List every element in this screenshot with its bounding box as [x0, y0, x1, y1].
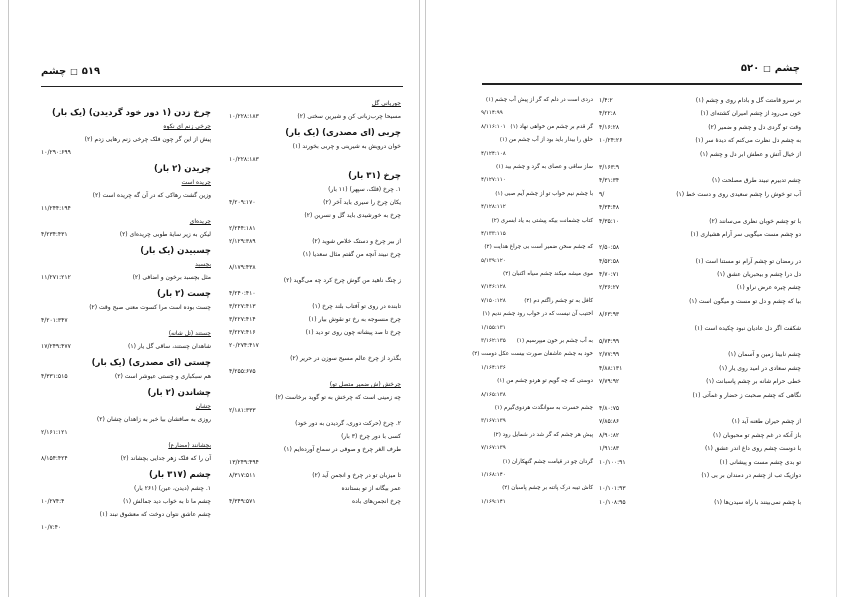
- line-text: از خیال آتش و عطش ابر دل و چشم (۱): [699, 150, 801, 158]
- verse-reference: ۴/۱۳۳:۱۱۵: [481, 230, 506, 237]
- line-text: چشم عاشق نتوان دوخت که معشوق نبند (۱): [99, 511, 211, 518]
- verse-line: [599, 174, 801, 187]
- reference-line: [481, 228, 593, 241]
- subentry-label: [229, 378, 401, 391]
- verse-reference: ۲/۷۷:۹۹: [599, 351, 620, 359]
- verse-reference: ۷/۸۵:۸۶: [599, 418, 620, 426]
- text-line: [599, 469, 801, 482]
- verse-line: [41, 495, 211, 508]
- line-text: چشم سعادی در امید روی یار (۱): [719, 364, 801, 372]
- reference-line: [599, 161, 801, 174]
- heading-text: چرخ زدن (۱ دور خود گردیدن) (یک بار): [52, 108, 211, 118]
- heading-text: چسبیدن (یک بار): [140, 246, 211, 256]
- reference-line: [599, 482, 801, 495]
- line-text: چرخ انجمن‌های باده: [352, 498, 401, 505]
- page-number: ۵۱۹: [81, 66, 101, 77]
- verse-reference: ۴/۳۱:۳۴: [599, 177, 620, 185]
- heading-text: چست (۲ بار): [157, 289, 211, 299]
- reference-line: [41, 314, 211, 327]
- verse-reference: ۲/۱۲۹:۳۸۹: [229, 238, 256, 245]
- verse-line: [599, 281, 801, 294]
- text-line: [229, 209, 401, 222]
- page-519: [8, 0, 420, 597]
- line-text: چه زمینی است که چرخش به تو گوید برخاست (۲): [275, 394, 401, 401]
- reference-line: [481, 281, 593, 294]
- heading-text: چستی (ای مصدری) (یک بار): [91, 358, 211, 368]
- line-text: طرف الغر چرخ و صوفی در سماع آورده‌ایم (۱): [283, 446, 401, 453]
- reference-line: [229, 404, 401, 417]
- reference-line: [481, 107, 593, 120]
- text-line: [481, 241, 593, 254]
- line-text: چرخ نبیند آنچه من گفتم مثال سعدیا (۱): [302, 251, 401, 258]
- line-text: با چشم نیم خواب تو از چشم آیم صبی (۱): [495, 190, 593, 197]
- verse-reference: ۴/۳۴۹:۵۷۱: [229, 498, 256, 505]
- verse-reference: ۳/۲۲۷:۴۱۶: [229, 329, 256, 336]
- text-line: [41, 301, 211, 314]
- line-text: باز آنکه در غم چشم تو محبوبان (۱): [713, 431, 801, 439]
- subentry-label: [229, 97, 401, 110]
- verse-reference: ۳/۲۲۷:۴۱۳: [229, 303, 256, 310]
- verse-reference: ۱۷/۲۴۹:۴۷۷: [41, 343, 71, 350]
- line-text: وزین گشت رهاکی که در آن گه چریده است (۲): [92, 192, 211, 199]
- entry-heading: [41, 287, 211, 301]
- verse-reference: ۵/۷۴:۹۹: [599, 338, 620, 346]
- line-text: وقت تو گردی دل و چشم و ضمیر (۲): [708, 123, 801, 131]
- verse-reference: ۲/۵۰:۵۸: [599, 244, 620, 252]
- reference-line: [229, 365, 401, 378]
- line-text: یکان چرخ را سیری باید آخر (۲): [323, 199, 401, 206]
- verse-line: [599, 121, 801, 134]
- header-rule: [41, 86, 403, 87]
- reference-line: [229, 287, 401, 300]
- verse-line: [599, 188, 801, 201]
- line-text: کسی با دور چرخ (۳ بار): [341, 433, 401, 440]
- verse-line: [229, 196, 401, 209]
- text-line: [481, 429, 593, 442]
- heading-text: چرخ (۳۱ بار): [348, 171, 401, 181]
- reference-line: [481, 415, 593, 428]
- line-text: تا میزبان تو در چرخ و انجمن آید (۲): [312, 472, 401, 479]
- line-text: ساز ساقی و عصای به گرد و چشم بید (۱): [495, 163, 593, 170]
- verse-reference: ۸/۱۷۹:۴۳۸: [229, 264, 256, 271]
- heading-text: چشم (۳۱۷ بار): [149, 470, 211, 480]
- verse-line: [599, 429, 801, 442]
- verse-line: [481, 335, 593, 348]
- verse-reference: ۴/۳۴:۴۸: [599, 204, 620, 212]
- verse-reference: ۴/۲۰۱:۳۴۷: [41, 317, 68, 324]
- verse-reference: ۱/۱۶۹:۱۴۱: [481, 498, 506, 505]
- text-line: [481, 308, 593, 321]
- text-line: [41, 413, 211, 426]
- line-text: آن را که فلک زهر جدایی بچشاند (۲): [120, 455, 211, 462]
- reference-line: [599, 201, 801, 214]
- line-text: لیکن به زیر سایهٔ طوبی چریده‌ای (۲): [119, 231, 211, 238]
- line-text: به چشم دل نظرت می‌کنم که دیدهٔ سر (۱): [695, 137, 801, 145]
- verse-line: [41, 228, 211, 241]
- verse-line: [41, 340, 211, 353]
- verse-reference: ۴/۲۳۴:۴۳۱: [41, 231, 68, 238]
- text-line: [229, 352, 401, 365]
- verse-reference: ۴/۱۲۷:۱۱۰: [481, 177, 506, 184]
- verse-reference: ۱۰/۲۲۸:۱۸۳: [229, 156, 259, 163]
- verse-reference: ۱۳/۲۴۹:۴۹۴: [229, 459, 259, 466]
- line-text: به آب چشم بر خون میپرسیم (۱): [516, 338, 593, 345]
- line-text: پیش از این گر چون فلک چرخی زنم رهایی زدم (۲): [84, 136, 211, 143]
- heading-text: چشاندن (۲ بار): [147, 388, 211, 398]
- verse-reference: ۴/۸۰:۷۵: [599, 404, 620, 412]
- line-text: موی میشه میکند چشم سیاه اکنبان (۲): [503, 271, 593, 278]
- verse-reference: ۸/۹۰:۸۲: [599, 431, 620, 439]
- subentry-text: چستند (تل شانه): [168, 330, 211, 337]
- reference-line: [481, 322, 593, 335]
- verse-reference: ۱/۱۶۴:۱۳۶: [481, 364, 506, 371]
- verse-line: [599, 107, 801, 120]
- text-line: [229, 430, 401, 443]
- verse-reference: ۴/۵۲:۵۸: [599, 257, 620, 265]
- verse-reference: ۲۰/۲۷۴:۴۱۷: [229, 342, 259, 349]
- verse-reference: ۴/۷۰:۷۱: [599, 271, 620, 279]
- header-word: چشم: [774, 63, 800, 74]
- verse-line: [599, 496, 801, 509]
- verse-reference: ۱۰/۲۴:۲۶: [599, 137, 623, 145]
- verse-reference: ۴/۱۲۴:۱۰۸: [481, 150, 506, 157]
- reference-line: [481, 148, 593, 161]
- line-text: عمر بیگانه از تو بستانده: [341, 485, 401, 492]
- header-word: چشم: [41, 66, 67, 77]
- reference-line: [481, 496, 593, 509]
- line-text: چست بوده است مرا کسوت معنی صبح وقت (۲): [89, 304, 211, 311]
- reference-line: [481, 389, 593, 402]
- text-line: [229, 274, 401, 287]
- line-text: چرخ به خورشیدی باید گل و نسرین (۲): [304, 212, 401, 219]
- line-text: روزی به صافشان بیا خبر به زاهدان چشان (۲): [96, 416, 211, 423]
- subentry-label: [41, 215, 211, 228]
- verse-line: [229, 300, 401, 313]
- subentry-text: چشان: [195, 403, 211, 410]
- line-text: چشم حسرت به سوانگدت هردوی‌گیرم (۱): [494, 404, 593, 411]
- reference-line: [481, 201, 593, 214]
- line-text: ۱. چرخ (فلک، سپهر) (۱۱ بار): [328, 186, 401, 193]
- verse-line: [599, 375, 801, 388]
- entry-heading: [41, 162, 211, 176]
- line-text: چرخ تا صد پیشانه چون روی تو دید (۱): [305, 329, 401, 336]
- entry-heading: [229, 126, 401, 140]
- subentry-text: بچشانند (مضارع): [168, 442, 211, 449]
- verse-reference: ۱۰/۲۹۰:۶۹۹: [41, 149, 71, 156]
- verse-reference: ۱۰/۲۷۴:۴: [41, 498, 65, 505]
- text-line: [41, 189, 211, 202]
- entry-heading: [41, 106, 211, 120]
- line-text: با چشم نمی‌بینند با راه سیدن‌ها (۱): [714, 498, 801, 506]
- line-text: خون می‌رود از چشم امیران کشته‌ای (۱): [700, 110, 801, 118]
- verse-reference: ۲/۳۶:۲۷: [599, 284, 620, 292]
- reference-line: [599, 241, 801, 254]
- line-text: خوان درویش به شیرینی و چربی بخورند (۱): [292, 143, 401, 150]
- verse-reference: ۲/۱۶۱:۱۲۱: [41, 429, 68, 436]
- verse-reference: ۱۰/۲۲۸:۱۸۳: [229, 113, 259, 120]
- verse-reference: ۴/۱۶:۲۸: [599, 123, 620, 131]
- text-line: [599, 228, 801, 241]
- line-text: دوازیک تب از چشم در دمندان بر بی (۱): [701, 471, 801, 479]
- reference-line: [481, 442, 593, 455]
- text-line: [229, 482, 401, 495]
- verse-reference: ۱/۹۱:۸۳: [599, 445, 620, 453]
- reference-line: [41, 521, 211, 534]
- line-text: دوستی که چه گویم تو هردو چشم من (۱): [497, 378, 593, 385]
- verse-reference: ۱/۱۶۸:۱۴۰: [481, 471, 506, 478]
- reference-line: [599, 335, 801, 348]
- line-text: تابنده در روی تو آفتاب بلند چرخ (۱): [312, 303, 401, 310]
- entry-heading: [41, 386, 211, 400]
- line-text: مسیحا چرب‌زبانی کن و شیرین سخنی (۲): [297, 113, 401, 120]
- subentry-text: چرخی زنم ای نکوه: [163, 123, 211, 130]
- column-right: [599, 94, 801, 509]
- page-520: [425, 0, 837, 597]
- verse-reference: ۱۰/۱۰۱:۹۳: [599, 485, 626, 493]
- line-text: کافل به تو چشم راگتم دم (۲): [524, 297, 593, 304]
- line-text: خود به چشم عاشقان صورت بیست عکل دوست (۲): [472, 351, 593, 358]
- verse-reference: ۷/۱۶۷:۱۳۹: [481, 445, 506, 452]
- verse-reference: ۷/۱۴۶:۱۲۸: [481, 284, 506, 291]
- verse-line: [229, 313, 401, 326]
- verse-reference: ۵/۱۳۹:۱۲۰: [481, 257, 506, 264]
- line-text: حلق را بیدار باید بود از آب چشم من (۱): [499, 137, 593, 144]
- line-text: تو بدی چشم مست و پیشانی (۱): [719, 458, 801, 466]
- verse-reference: ۱/۱۵۵:۱۳۱: [481, 324, 506, 331]
- text-line: [229, 443, 401, 456]
- column-left: [41, 103, 211, 534]
- verse-reference: ۸/۱۵۴:۴۲۴: [41, 455, 68, 462]
- verse-reference: ۳/۱۶۳:۹: [599, 163, 620, 171]
- verse-reference: ۳/۱۶۷:۱۳۹: [481, 418, 506, 425]
- verse-reference: ۴/۳۵:۱۰: [599, 217, 620, 225]
- reference-line: [599, 308, 801, 321]
- reference-line: [481, 469, 593, 482]
- verse-reference: ۱۱/۲۷۱:۲۱۲: [41, 274, 71, 281]
- text-line: [229, 391, 401, 404]
- line-text: در رمضان تو چشم آرام نو مستنا است (۱): [695, 257, 801, 265]
- line-text: کاش تیبه درک پاتنه بر چشم پاسبان (۲): [502, 485, 593, 492]
- reference-line: [229, 339, 401, 352]
- verse-line: [599, 94, 801, 107]
- verse-line: [599, 442, 801, 455]
- verse-line: [599, 348, 801, 361]
- line-text: نگاهی که چشم صحبت ز حضار و غمآتی (۱): [692, 391, 801, 399]
- line-text: بر سرو قامتت گل و بادام روی و چشم (۱): [695, 97, 801, 104]
- entry-heading: [229, 169, 401, 183]
- line-text: خطی حرام شانه بر چشم پاسبانت (۱): [706, 378, 801, 386]
- verse-reference: ۳/۱۶۲:۱۳۵: [481, 338, 506, 345]
- subentry-label: [41, 439, 211, 452]
- reference-line: [481, 255, 593, 268]
- heading-text: چربی (ای مصدری) (یک بار): [285, 128, 401, 138]
- verse-reference: ۴/۸۸:۱۳۱: [599, 364, 623, 372]
- text-line: [481, 456, 593, 469]
- text-line: [481, 188, 593, 201]
- subentry-text: جوریانی گل: [371, 100, 401, 107]
- text-line: [599, 389, 801, 402]
- entry-heading: [41, 468, 211, 482]
- line-text: گر قدم بر چشم من خواهی نهاد (۱): [510, 123, 593, 130]
- text-line: [599, 295, 801, 308]
- line-text: ز چنگ ناهید من گوش چرخ کرد چه می‌گوید (۲): [283, 277, 401, 284]
- line-text: چشم ما تا به خواب دید جمالش (۱): [123, 498, 211, 505]
- text-line: [41, 508, 211, 521]
- line-text: از چشم حیران طعنه آید (۱): [731, 418, 801, 426]
- verse-line: [599, 255, 801, 268]
- line-text: شکفت اگر دل عادیان نبود چکیده است (۱): [694, 324, 801, 332]
- header-box-ornament: □: [70, 67, 78, 76]
- subentry-text: چرخش (ش ضمیر متصل تو): [329, 381, 401, 388]
- line-text: گردان چو در قیامت چشم گنهکاران (۱): [502, 458, 593, 465]
- verse-reference: ۱۰/۱۰۰:۹۱: [599, 458, 626, 466]
- text-line: [229, 140, 401, 153]
- verse-line: [599, 415, 801, 428]
- entry-heading: [41, 356, 211, 370]
- verse-reference: ۹/۱۱۴:۹۹: [481, 110, 503, 117]
- line-text: ۱. چشم (دیدن، عین) (۲۶۱ بار): [134, 485, 211, 492]
- line-text: چشم تدبیرم نبیند طرق مصلحت (۱): [712, 177, 801, 185]
- subentry-label: [41, 176, 211, 189]
- verse-reference: ۷/۷۹:۹۲: [599, 378, 620, 386]
- text-line: [481, 134, 593, 147]
- line-text: با دوست چشم روی داغ اندر عشق (۱): [704, 445, 801, 453]
- text-line: [41, 133, 211, 146]
- reference-line: [229, 222, 401, 235]
- line-text: با تو چشم خوبان نظری می‌سانند (۲): [709, 217, 801, 225]
- line-text: بیا که چشم و دل تو مست و میگون است (۱): [689, 297, 801, 305]
- subentry-text: چریده‌ای: [189, 218, 211, 225]
- verse-line: [599, 362, 801, 375]
- running-header: [41, 66, 100, 77]
- reference-line: [229, 153, 401, 166]
- reference-line: [229, 261, 401, 274]
- verse-line: [229, 495, 401, 508]
- text-line: [481, 268, 593, 281]
- text-line: [481, 375, 593, 388]
- reference-line: [481, 174, 593, 187]
- page-number: ۵۲۰: [740, 63, 760, 74]
- line-text: چرخ منسوجه به رخ تو نقوش بیار (۱): [308, 316, 401, 323]
- column-right: [229, 97, 401, 508]
- line-text: شاهدان چستند، ساقی گل یار (۱): [128, 343, 211, 350]
- line-text: که چشم سخن ضمیر است بی چراغ هدایت (۲): [484, 244, 593, 251]
- verse-line: [229, 326, 401, 339]
- line-text: مثل بچسبد برخون و اضافی (۲): [132, 274, 211, 281]
- line-text: چشم نابینا زمین و آسمان (۱): [728, 351, 801, 359]
- verse-reference: ۴/۲۰۹:۱۷۰: [229, 199, 256, 206]
- column-left: [472, 94, 593, 509]
- entry-heading: [41, 244, 211, 258]
- line-text: از بیر چرخ و دستک خلاص شوید (۲): [312, 238, 401, 245]
- line-text: آب تو خوش را چشم سعیدی روی و دست خط (۱): [676, 190, 801, 198]
- verse-line: [599, 268, 801, 281]
- text-line: [481, 402, 593, 415]
- text-line: [472, 348, 593, 361]
- text-line: [229, 248, 401, 261]
- reference-line: [41, 426, 211, 439]
- verse-reference: ۳/۲۲۷:۴۱۴: [229, 316, 256, 323]
- text-line: [481, 482, 593, 495]
- text-line: [599, 148, 801, 161]
- verse-reference: ۸/۳۱۷:۵۱۱: [229, 472, 256, 479]
- subentry-label: [41, 400, 211, 413]
- reference-line: [41, 202, 211, 215]
- text-line: [481, 94, 593, 107]
- verse-reference: ۷/۱۵۰:۱۲۸: [481, 297, 506, 304]
- subentry-label: [41, 120, 211, 133]
- verse-reference: ۸/۱۱۶:۱۰۱: [481, 123, 506, 130]
- subentry-label: [41, 327, 211, 340]
- verse-reference: ۸/۱۶۵:۱۳۸: [481, 391, 506, 398]
- text-line: [599, 322, 801, 335]
- line-text: بگذرد از چرخ عالم مسیح سوزن در حریر (۲): [290, 355, 401, 362]
- verse-reference: ۴/۱۲۸:۱۱۲: [481, 204, 506, 211]
- reference-line: [229, 456, 401, 469]
- verse-line: [599, 134, 801, 147]
- line-text: دو چشم مست میگویی سر آرام هشیاری (۱): [690, 230, 801, 238]
- verse-line: [41, 452, 211, 465]
- text-line: [41, 482, 211, 495]
- subentry-text: چریده است: [181, 179, 211, 186]
- verse-line: [481, 295, 593, 308]
- heading-text: چریدن (۲ بار): [154, 164, 211, 174]
- verse-reference: ۲/۱۸۱:۳۳۳: [229, 407, 256, 414]
- line-text: دردی است در دلم که گر از پیش آب چشم (۱): [485, 97, 593, 103]
- subentry-text: بچسبد: [195, 261, 211, 268]
- verse-reference: ۴/۲۴۰:۴۱۰: [229, 290, 256, 297]
- text-line: [229, 417, 401, 430]
- verse-reference: ۴/۲۵۵:۶۷۵: [229, 368, 256, 375]
- verse-line: [41, 271, 211, 284]
- text-line: [481, 215, 593, 228]
- verse-reference: ۹/: [599, 190, 605, 198]
- line-text: کتاب چشمانت بیکه پیشتی به یاد ابسری (۲): [491, 217, 593, 224]
- header-rule: [482, 83, 802, 85]
- running-header: [741, 63, 800, 74]
- line-text: دل درا چشم و بیحبریان عشق (۱): [717, 271, 801, 279]
- verse-line: [229, 235, 401, 248]
- verse-line: [599, 456, 801, 469]
- verse-line: [229, 469, 401, 482]
- header-box-ornament: □: [763, 64, 771, 73]
- verse-reference: ۸/۶۳:۹۳: [599, 311, 620, 319]
- verse-line: [599, 215, 801, 228]
- line-text: چشم چیره عرض نراو (۱): [736, 284, 801, 292]
- text-line: [481, 161, 593, 174]
- verse-reference: ۴/۲۲:۸: [599, 110, 616, 118]
- verse-reference: ۱۱/۲۴۴:۱۹۴: [41, 205, 71, 212]
- reference-line: [481, 362, 593, 375]
- reference-line: [599, 402, 801, 415]
- line-text: اختیب آن نیست که در خواب رود چشم ندیم (۱): [482, 311, 593, 318]
- line-text: پیش هر چشم که گر شد در شمایل رود (۲): [493, 431, 593, 438]
- verse-reference: ۱۰/۱۰۸:۹۵: [599, 498, 626, 506]
- line-text: ۲. چرخ (حرکت دوری، گردیدن به دور خود): [295, 420, 401, 427]
- line-text: هم سبکباری و چستی عیوشر است (۲): [114, 373, 211, 380]
- verse-reference: ۱/۴:۲: [599, 97, 613, 104]
- verse-reference: ۲/۲۴۴:۱۸۱: [229, 225, 256, 232]
- verse-line: [41, 370, 211, 383]
- verse-reference: ۱۰/۷:۴۰: [41, 524, 62, 531]
- text-line: [229, 183, 401, 196]
- verse-line: [481, 121, 593, 134]
- verse-reference: ۴/۳۳۱:۵۱۵: [41, 373, 68, 380]
- reference-line: [41, 146, 211, 159]
- verse-line: [229, 110, 401, 123]
- subentry-label: [41, 258, 211, 271]
